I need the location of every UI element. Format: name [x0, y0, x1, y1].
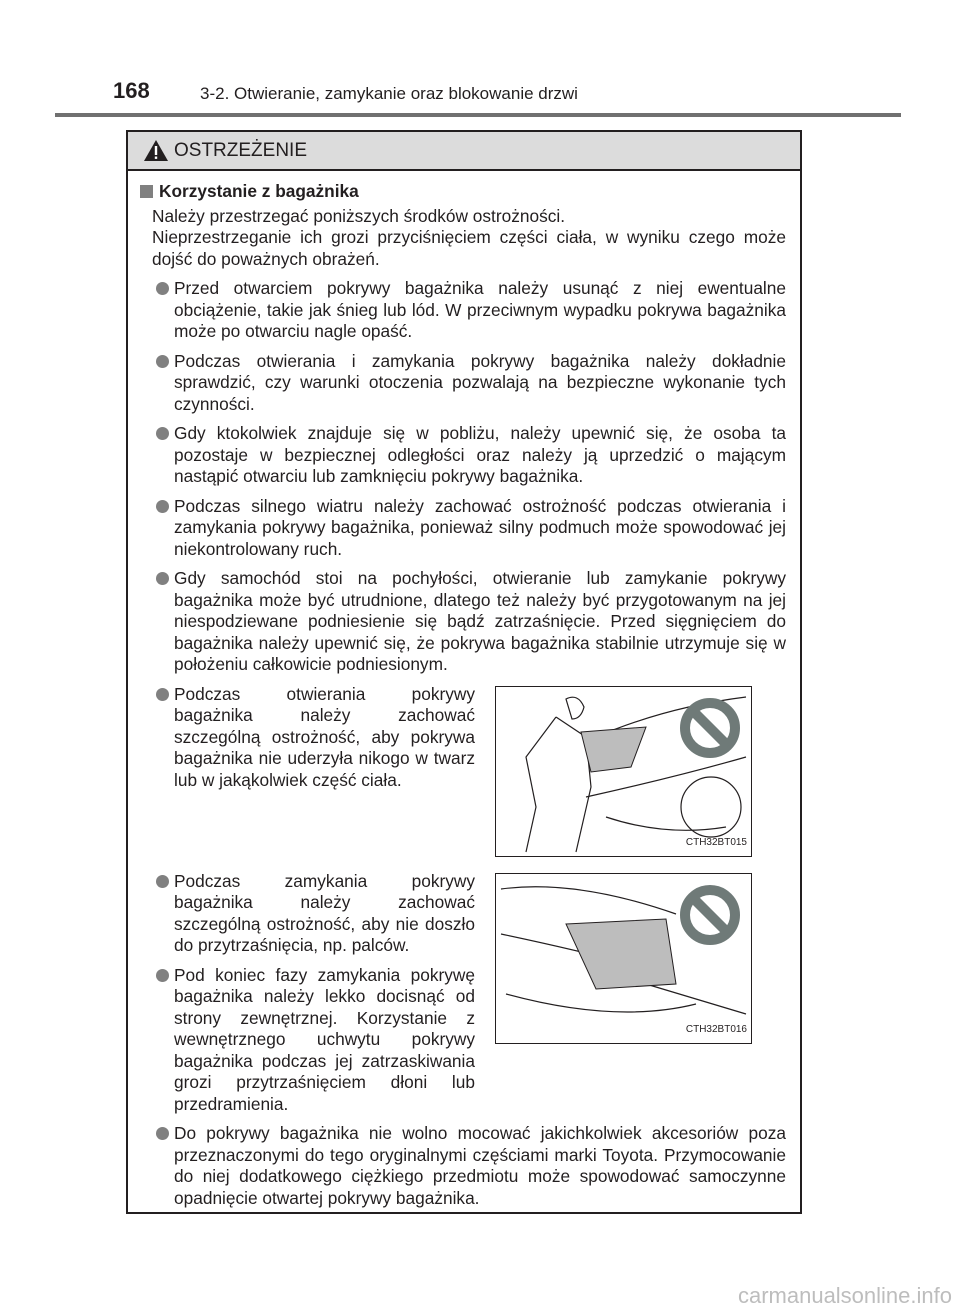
bullet-item	[140, 684, 475, 792]
bullet-text: Podczas otwierania i zamykania pokrywy bagażnika należy dokładnie sprawdzić, czy warunki otoczenia pozwalają na bezpieczne wykonanie tych czynności.	[174, 350, 786, 414]
warning-box	[126, 130, 802, 1214]
figure-code: CTH32BT015	[685, 837, 747, 848]
warning-triangle-icon	[144, 140, 168, 161]
bullet-text: Podczas zamykania pokrywy bagażnika należy zachować szczególną ostrożność, aby nie doszło do przytrzaśnięcia, np. palców.	[174, 870, 475, 955]
bullet-dot-icon	[156, 355, 169, 368]
watermark: carmanualsonline.info	[737, 1283, 952, 1308]
bullet-text: Do pokrywy bagażnika nie wolno mocować jakichkolwiek akcesoriów poza przeznaczonymi do tego oryginalnymi częściami marki Toyota. Przymocowanie do niej dodatkowego ciężkiego przedmiotu może spowodować samoczynne opadnięcie otwartej pokrywy bagażnika.	[174, 1123, 786, 1208]
bullet-item	[140, 423, 786, 488]
section-heading	[140, 181, 786, 203]
intro-line: Nieprzestrzeganie ich grozi przyciśnięciem części ciała, w wyniku czego może dojść do poważnych obrażeń.	[152, 227, 786, 269]
bullet-item	[140, 568, 786, 676]
bullet-item	[140, 1123, 786, 1209]
figure-trunk-opening	[495, 686, 752, 857]
bullet-text: Gdy samochód stoi na pochyłości, otwieranie lub zamykanie pokrywy bagażnika może być utrudnione, dlatego też należy być przygotowanym na jej niespodziewane podniesienie się bądź zatrzaśnięcie. Przed sięgnięciem do bagażnika należy upewnić się, że pokrywa bagażnika stabilnie utrzymuje się w położeniu całkowicie podniesionym.	[174, 568, 786, 674]
bullet-dot-icon	[156, 427, 169, 440]
bullet-text: Podczas otwierania pokrywy bagażnika należy zachować szczególną ostrożność, aby pokrywa bagażnika nie uderzyła nikogo w twarz lub w jakąkolwiek część ciała.	[174, 683, 475, 790]
chapter-title: 3-2. Otwieranie, zamykanie oraz blokowanie drzwi	[200, 84, 578, 103]
section-title: Korzystanie z bagażnika	[159, 181, 359, 201]
bullet-text: Przed otwarciem pokrywy bagażnika należy usunąć z niej ewentualne obciążenie, takie jak śnieg lub lód. W przeciwnym wypadku pokrywa bagażnika może po otwarciu nagle opaść.	[174, 278, 786, 341]
bullet-item	[140, 351, 786, 416]
prohibition-icon	[679, 884, 741, 946]
bullet-text: Podczas silnego wiatru należy zachować ostrożność podczas otwierania i zamykania pokrywy bagażnika, ponieważ silny podmuch może spowodować jej niekontrolowany ruch.	[174, 495, 786, 559]
warning-title: OSTRZEŻENIE	[174, 139, 308, 161]
figure-trunk-closing	[495, 873, 752, 1044]
bullet-dot-icon	[156, 572, 169, 585]
page-number: 168	[113, 78, 150, 103]
bullet-item	[140, 496, 786, 561]
bullet-dot-icon	[156, 688, 169, 701]
bullet-item	[140, 965, 475, 1116]
bullet-text: Gdy ktokolwiek znajduje się w pobliżu, należy upewnić się, że osoba ta pozostaje w bezpiecznej odległości oraz należy ją uprzedzić o mającym nastąpić otwarciu lub zamknięciu pokrywy bagażnika.	[174, 423, 786, 486]
bullet-dot-icon	[156, 500, 169, 513]
figure-code: CTH32BT016	[685, 1024, 747, 1035]
bullet-item	[140, 871, 475, 957]
warning-header	[128, 132, 800, 171]
intro-line: Należy przestrzegać poniższych środków ostrożności.	[152, 205, 565, 226]
bullet-dot-icon	[156, 969, 169, 982]
bullet-dot-icon	[156, 282, 169, 295]
bullet-dot-icon	[156, 875, 169, 888]
intro-text	[140, 206, 786, 271]
bullet-text: Pod koniec fazy zamykania pokrywę bagażnika należy lekko docisnąć od strony zewnętrznej. Korzystanie z wewnętrznego uchwytu pokrywy bagażnika podczas jej zatrzaskiwania grozi przytrzaśnięciem dłoni lub przedramienia.	[174, 964, 475, 1114]
bullet-item	[140, 278, 786, 343]
bullet-dot-icon	[156, 1127, 169, 1140]
header-rule	[55, 113, 901, 117]
prohibition-icon	[679, 697, 741, 759]
square-bullet-icon	[140, 185, 153, 198]
